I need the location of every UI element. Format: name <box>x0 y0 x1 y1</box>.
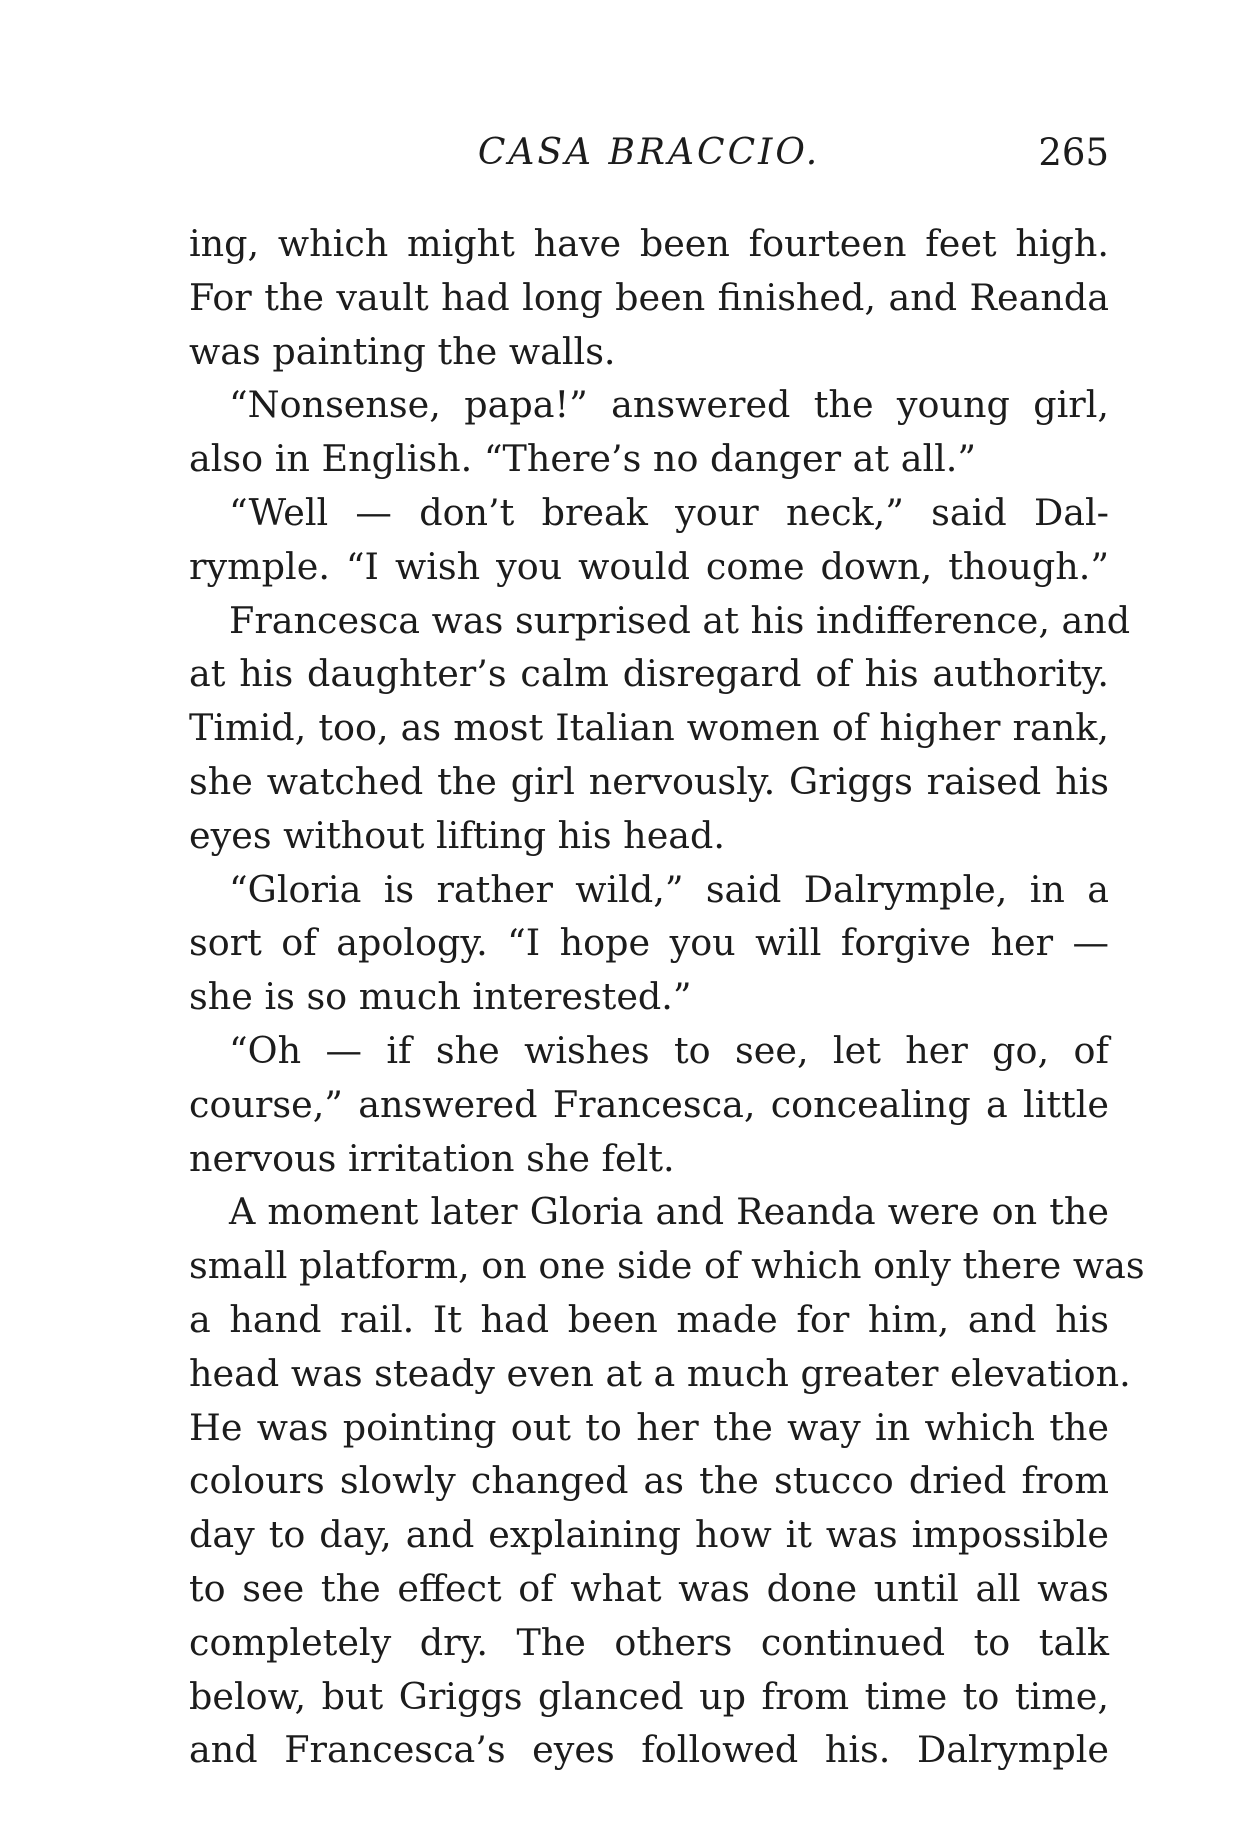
text-line: and Francesca’s eyes followed his. Dalrymple <box>189 1728 1109 1772</box>
text-line: nervous irritation she felt. <box>189 1136 675 1180</box>
text-line: small platform, on one side of which only there was <box>189 1244 1145 1288</box>
text-line: at his daughter’s calm disregard of his authority. <box>189 652 1109 696</box>
text-line: “Nonsense, papa!” answered the young girl, <box>229 383 1109 427</box>
text-line: she is so much interested.” <box>189 975 692 1019</box>
text-line: she watched the girl nervously. Griggs raised his <box>189 759 1109 803</box>
text-line: rymple. “I wish you would come down, though.” <box>189 544 1109 588</box>
text-line: below, but Griggs glanced up from time to time, <box>189 1674 1109 1718</box>
text-line: head was steady even at a much greater elevation. <box>189 1351 1131 1395</box>
text-line: He was pointing out to her the way in which the <box>189 1405 1109 1449</box>
text-line: also in English. “There’s no danger at all.” <box>189 437 977 481</box>
text-line: Francesca was surprised at his indifference, and <box>229 598 1131 642</box>
page-header <box>189 128 1109 178</box>
text-line: a hand rail. It had been made for him, and his <box>189 1297 1109 1341</box>
running-title: CASA BRACCIO. <box>477 132 821 173</box>
text-line: sort of apology. “I hope you will forgive her — <box>189 921 1109 965</box>
text-line: day to day, and explaining how it was impossible <box>189 1513 1109 1557</box>
text-line: to see the effect of what was done until all was <box>189 1566 1109 1610</box>
text-line: “Oh — if she wishes to see, let her go, of <box>229 1028 1109 1072</box>
text-line: completely dry. The others continued to talk <box>189 1620 1109 1664</box>
text-line: colours slowly changed as the stucco dried from <box>189 1459 1109 1503</box>
text-line: course,” answered Francesca, concealing a little <box>189 1082 1109 1126</box>
text-line: “Gloria is rather wild,” said Dalrymple, in a <box>229 867 1109 911</box>
text-line: “Well — don’t break your neck,” said Dal- <box>229 490 1109 534</box>
text-line: Timid, too, as most Italian women of higher rank, <box>189 706 1109 750</box>
text-line: was painting the walls. <box>189 329 616 373</box>
text-line: A moment later Gloria and Reanda were on the <box>229 1190 1109 1234</box>
body-text <box>189 217 1145 1777</box>
page-number: 265 <box>1038 131 1109 174</box>
text-line: eyes without lifting his head. <box>189 813 726 857</box>
text-line: ing, which might have been fourteen feet high. <box>189 222 1109 265</box>
text-line: For the vault had long been finished, and Reanda <box>189 275 1109 319</box>
